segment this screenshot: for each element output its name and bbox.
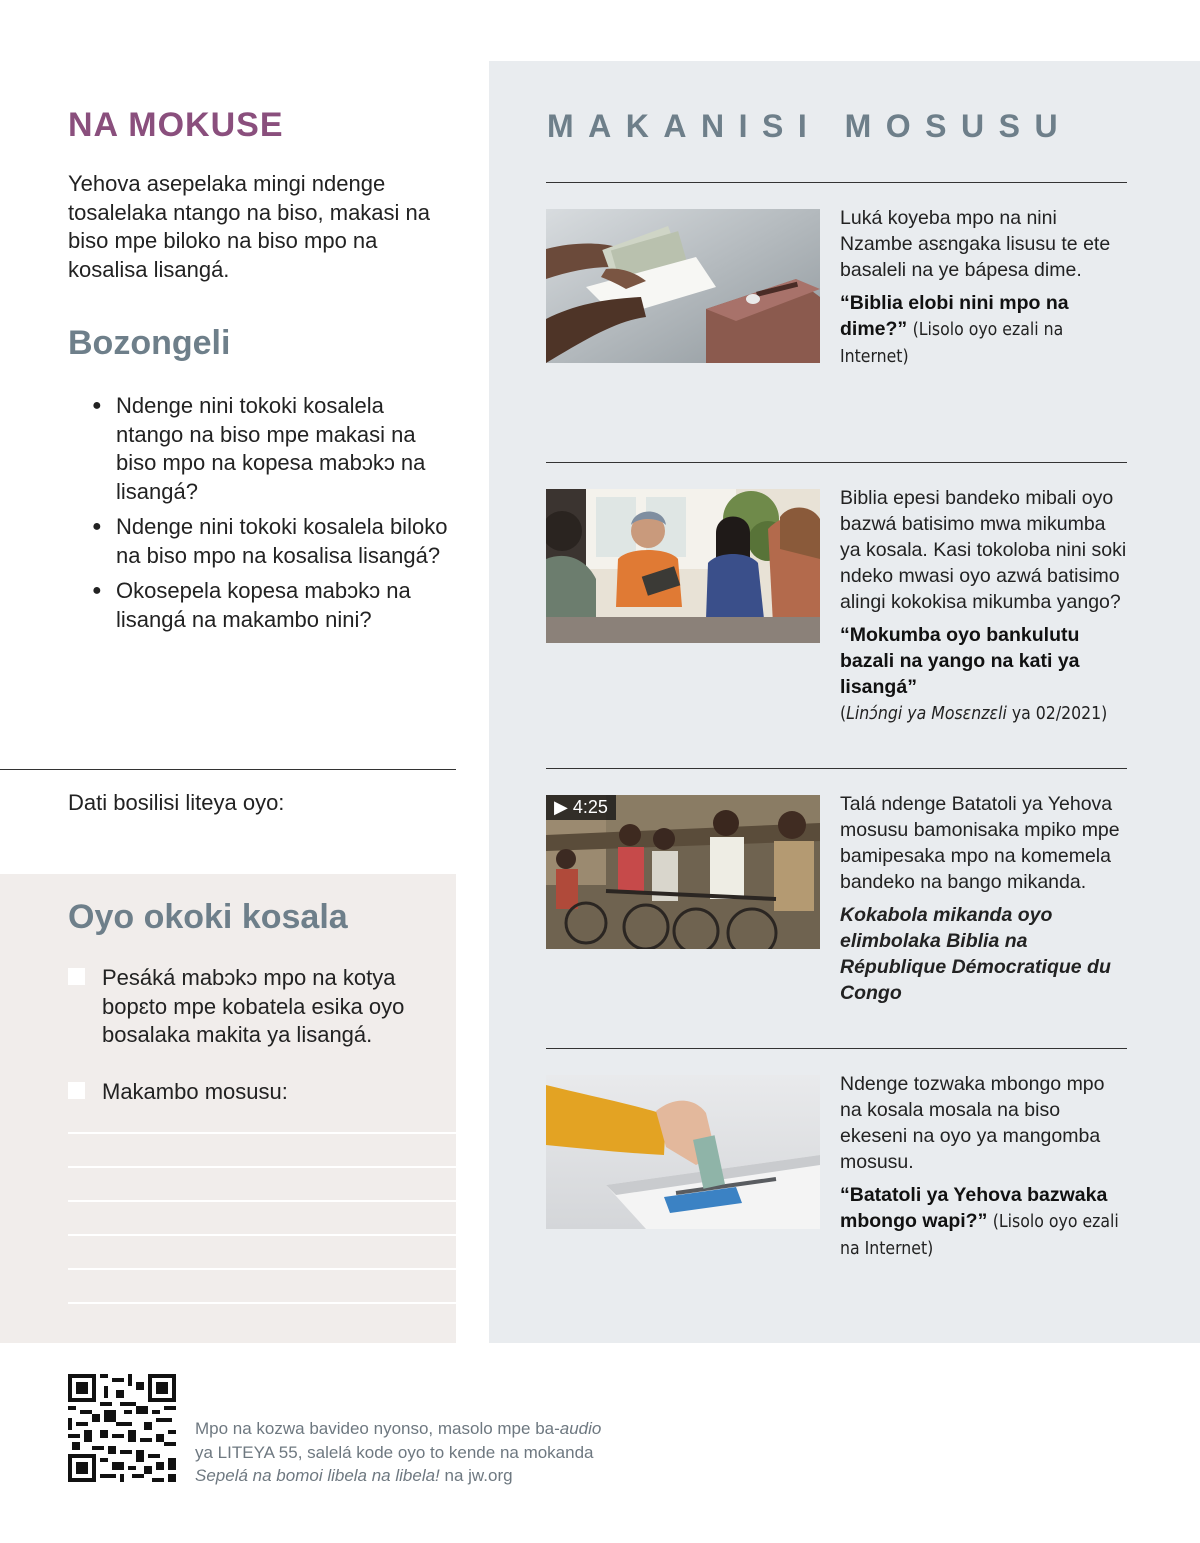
thumbnail-tithe[interactable] (546, 209, 820, 363)
write-line[interactable] (68, 1268, 456, 1270)
bullet-icon: ● (92, 518, 102, 535)
reference-note: (Linɔ́ngi ya Mosɛnzɛli ya 02/2021) (840, 704, 1108, 724)
reference-note: (Lisolo oyo ezali na Internet) (840, 1212, 1119, 1259)
play-icon: ▶ (554, 797, 568, 817)
entry-text: Talá ndenge Batatoli ya Yehova mosusu bamonisaka mpiko mpe bamipesaka mpo na komemela bandeko na bango mikanda. (840, 793, 1120, 893)
divider (546, 182, 1127, 183)
bullet-icon: ● (92, 397, 102, 414)
more-title: MAKANISI MOSUSU (547, 108, 1073, 144)
action-title: Oyo okoki kosala (68, 898, 348, 936)
summary-text: Yehova asepelaka mingi ndenge tosalelaka ntango na biso, makasi na biso mpe biloko na biso mpo na kosalisa lisangá. (68, 171, 431, 282)
question-item (92, 392, 452, 506)
question-text: Ndenge nini tokoki kosalela ntango na biso mpe makasi na biso mpo na kopesa mabɔkɔ na lisangá? (116, 393, 426, 504)
entry-description (840, 205, 1130, 370)
checkbox[interactable] (68, 1082, 85, 1099)
divider (546, 1048, 1127, 1049)
reference-title[interactable]: Kokabola mikanda oyo elimbolaka Biblia na République Démocratique du Congo (840, 904, 1111, 1004)
summary-title: NA MOKUSE (68, 106, 284, 144)
qr-code-icon[interactable] (68, 1374, 176, 1482)
checkbox[interactable] (68, 968, 85, 985)
reference-title[interactable]: “Mokumba oyo bankulutu bazali na yango na kati ya lisangá” (840, 624, 1080, 698)
jw-org-link[interactable]: na jw.org (439, 1466, 513, 1485)
write-line[interactable] (68, 1302, 456, 1304)
entry-text: Luká koyeba mpo na nini Nzambe asɛngaka lisusu te ete basaleli na ye bápesa dime. (840, 207, 1111, 281)
video-badge[interactable] (546, 795, 616, 820)
divider (0, 769, 456, 770)
thumbnail-donation[interactable] (546, 1075, 820, 1229)
action-item[interactable] (68, 1078, 438, 1107)
thumbnail-video-bicycles[interactable] (546, 795, 820, 949)
reference-title[interactable]: “Batatoli ya Yehova bazwaka mbongo wapi?” (840, 1184, 1108, 1232)
write-line[interactable] (68, 1132, 456, 1134)
entry-reference[interactable] (840, 622, 1130, 727)
entry-reference[interactable] (840, 1182, 1130, 1262)
sisters-discussion-image (546, 489, 820, 643)
entry-reference[interactable] (840, 902, 1130, 1006)
entry-text: Biblia epesi bandeko mibali oyo bazwá batisimo mwa mikumba ya kosala. Kasi tokoloba nini soki ndeko mwasi oyo azwá batisimo alingi kokokisa mikumba yango? (840, 487, 1127, 613)
questions-title: Bozongeli (68, 324, 231, 362)
donation-box-image (546, 1075, 820, 1229)
action-item[interactable] (68, 964, 438, 1050)
entry-reference[interactable] (840, 290, 1130, 370)
bullet-icon: ● (92, 582, 102, 599)
question-item (92, 577, 452, 634)
questions-list (92, 392, 452, 641)
reference-note: (Lisolo oyo ezali na Internet) (840, 320, 1064, 367)
question-text: Okosepela kopesa mabɔkɔ na lisangá na makambo nini? (116, 578, 411, 632)
write-line[interactable] (68, 1234, 456, 1236)
action-box (0, 874, 456, 1343)
entry-description (840, 1071, 1130, 1262)
video-duration: 4:25 (572, 797, 608, 817)
entry-description (840, 485, 1130, 727)
question-text: Ndenge nini tokoki kosalela biloko na biso mpo na kosalisa lisangá? (116, 514, 448, 568)
entry-text: Ndenge tozwaka mbongo mpo na kosala mosala na biso ekeseni na oyo ya mangomba mosusu. (840, 1073, 1105, 1173)
write-line[interactable] (68, 1166, 456, 1168)
action-item-text: Makambo mosusu: (102, 1079, 288, 1104)
write-line[interactable] (68, 1200, 456, 1202)
divider (546, 462, 1127, 463)
question-item (92, 513, 452, 570)
date-label: Dati bosilisi liteya oyo: (68, 790, 285, 815)
reference-title[interactable]: “Biblia elobi nini mpo na dime?” (840, 292, 1069, 340)
entry-description (840, 791, 1130, 1006)
thumbnail-sisters[interactable] (546, 489, 820, 643)
footer-text: Mpo na kozwa bavideo nyonso, masolo mpe ba-audio ya LITEYA 55, salelá kode oyo to kende na mokanda Sepelá na bomoi libela na libela! na jw.org (195, 1419, 602, 1485)
hands-envelope-image (546, 209, 820, 363)
action-item-text: Pesáká mabɔkɔ mpo na kotya bopɛto mpe kobatela esika oyo bosalaka makita ya lisangá. (102, 965, 405, 1047)
divider (546, 768, 1127, 769)
